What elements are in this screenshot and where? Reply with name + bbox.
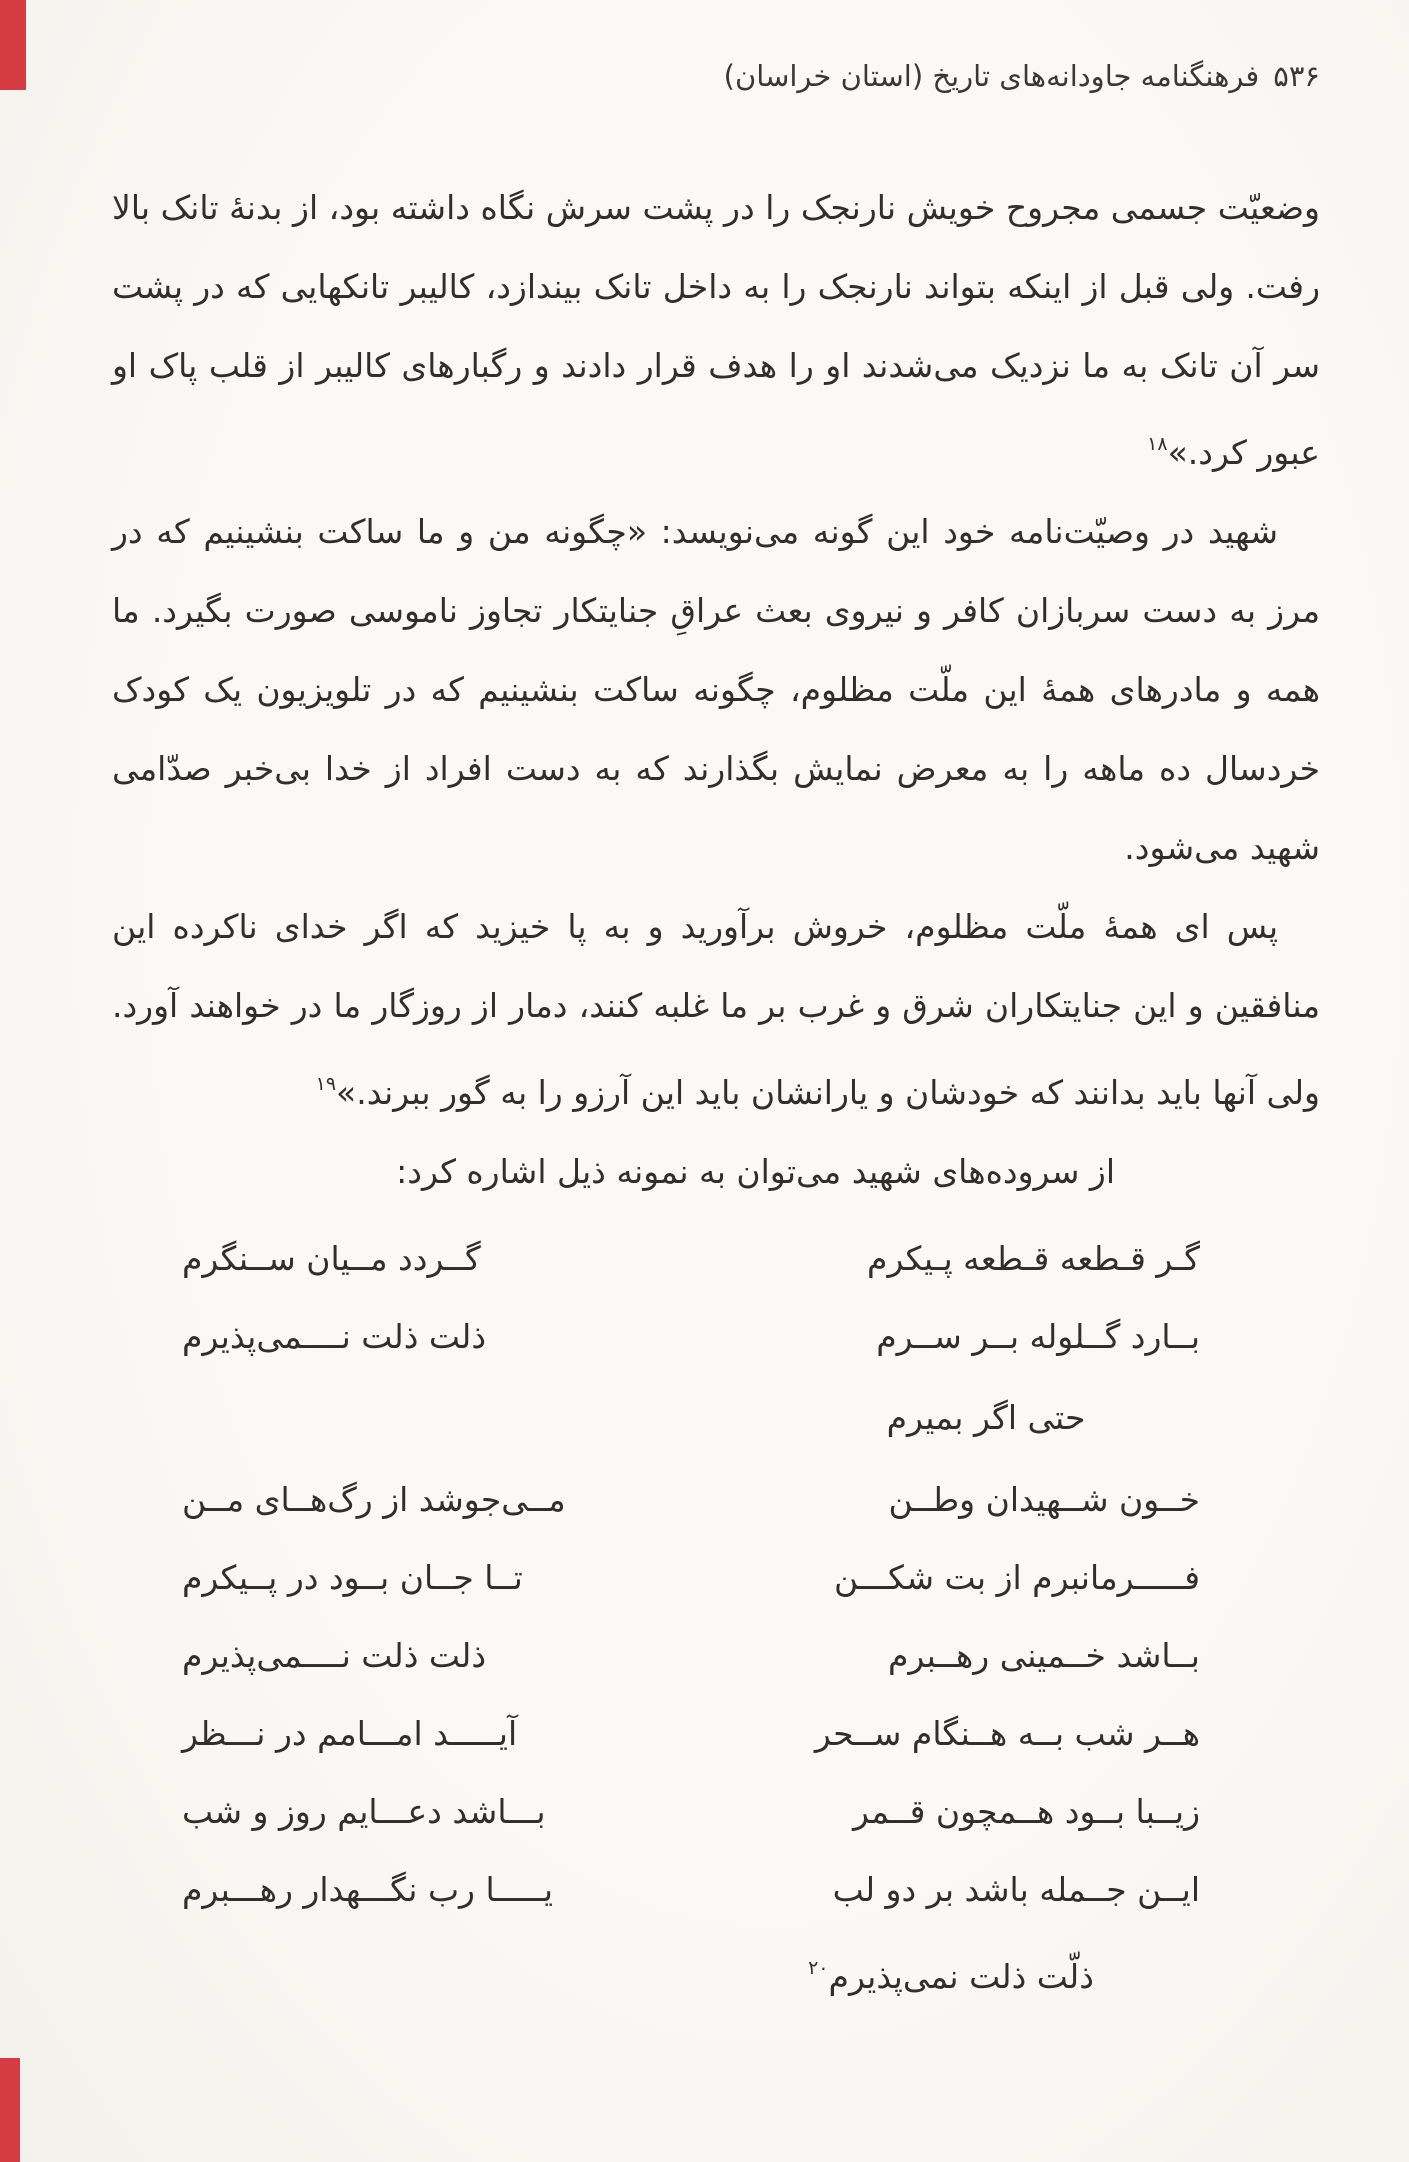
- paragraph-text: شهید در وصیّت‌نامه خود این گونه می‌نویسد: «چگونه من و ما ساکت بنشینیم که در مرز به دست سربازان کافر و نیروی بعث عراقِ جنایتکار تجاوز ناموسی صورت بگیرد. ما همه و مادرهای همهٔ این ملّت مظلوم، چگونه ساکت بنشینیم که در تلویزیون یک کودک خردسال ده ماهه را به معرض نمایش بگذارند که به دست افراد از خدا بی‌خبر صدّامی شهید می‌شود.: [112, 512, 1320, 867]
- footnote-marker-20: ۲۰: [808, 1957, 829, 1979]
- hemistich-second: تــا جــان بــود در پــیکرم: [182, 1557, 523, 1597]
- verse-row: [112, 1538, 1320, 1616]
- running-header: [112, 56, 1320, 96]
- verse-row: [112, 1850, 1320, 1928]
- body-paragraph-2: [112, 492, 1320, 887]
- page-number: ۵۳۶: [1273, 59, 1320, 93]
- hemistich-second: یـــــا رب نگـــهدار رهـــبرم: [182, 1869, 554, 1909]
- hemistich-second: گــردد مــیان ســنگرم: [182, 1238, 481, 1278]
- hemistich-second: ذلت ذلت نــــمی‌پذیرم: [182, 1316, 487, 1356]
- poem-intro-line: از سروده‌های شهید می‌توان به نمونه ذیل اشاره کرد:: [396, 1152, 1115, 1191]
- verse-row: [112, 1616, 1320, 1694]
- hemistich-first: هــر شب بــه هــنگام ســحر: [814, 1713, 1200, 1753]
- hemistich-first: فـــــرمانبرم از بت شکـــن: [834, 1557, 1200, 1597]
- closing-text: ذلّت ذلت نمی‌پذیرم: [828, 1957, 1094, 1996]
- verse-row: [112, 1772, 1320, 1850]
- verse-row: [112, 1694, 1320, 1772]
- body-paragraph-1: [112, 168, 1320, 492]
- hemistich-first: بــاشد خــمینی رهــبرم: [887, 1635, 1200, 1675]
- paragraph-text: وضعیّت جسمی مجروح خویش نارنجک را در پشت سرش نگاه داشته بود، از بدنهٔ تانک بالا رفت. ولی قبل از اینکه بتواند نارنجک را به داخل تانک بیندازد، کالیبر تانکهایی که در پشت سر آن تانک به ما نزدیک می‌شدند او را هدف قرار دادند و رگبارهای کالیبر از قلب پاک او عبور کرد.»: [112, 188, 1320, 472]
- body-paragraph-3: [112, 887, 1320, 1132]
- hemistich-second: ذلت ذلت نــــمی‌پذیرم: [182, 1635, 487, 1675]
- verse-row: [112, 1460, 1320, 1538]
- hemistich-first: خــون شــهیدان وطــن: [888, 1479, 1200, 1519]
- page-content: [112, 0, 1320, 2017]
- paragraph-text: پس ای همهٔ ملّت مظلوم، خروش برآورید و به پا خیزید که اگر خدای ناکرده این منافقین و این جنایتکاران شرق و غرب بر ما غلبه کنند، دمار از روزگار ما در خواهند آورد. ولی آنها باید بدانند که خودشان و یارانشان باید این آرزو را به گور ببرند.»: [112, 907, 1320, 1112]
- red-page-edge-mark-bottom: [0, 2058, 20, 2162]
- hemistich-second: مــی‌جوشد از رگ‌هــای مــن: [182, 1479, 566, 1519]
- hemistich-second: آیـــــد امـــامم در نـــظر: [182, 1713, 518, 1753]
- hemistich-first: بــارد گــلوله بــر ســرم: [876, 1316, 1200, 1356]
- hemistich-first: گـر قـطعه قـطعه پـیکرم: [867, 1238, 1200, 1278]
- body-text: [112, 168, 1320, 1211]
- footnote-marker-19: ۱۹: [315, 1073, 337, 1095]
- hemistich-first: ایــن جــمله باشد بر دو لب: [832, 1869, 1200, 1909]
- verse-row: [112, 1297, 1320, 1375]
- verse-closing-line: [112, 1928, 1320, 2017]
- hemistich-second: بـــاشد دعـــایم روز و شب: [182, 1791, 546, 1831]
- footnote-marker-18: ۱۸: [1147, 433, 1168, 455]
- verse-row: [112, 1219, 1320, 1297]
- hemistich-first: زیــبا بــود هــمچون قــمر: [853, 1791, 1200, 1831]
- poem-section: [112, 1219, 1320, 2017]
- book-title: فرهنگنامه جاودانه‌های تاریخ (استان خراسان): [723, 59, 1260, 93]
- red-page-edge-mark-top: [0, 0, 26, 90]
- verse-interlude: حتی اگر بمیرم: [886, 1398, 1086, 1437]
